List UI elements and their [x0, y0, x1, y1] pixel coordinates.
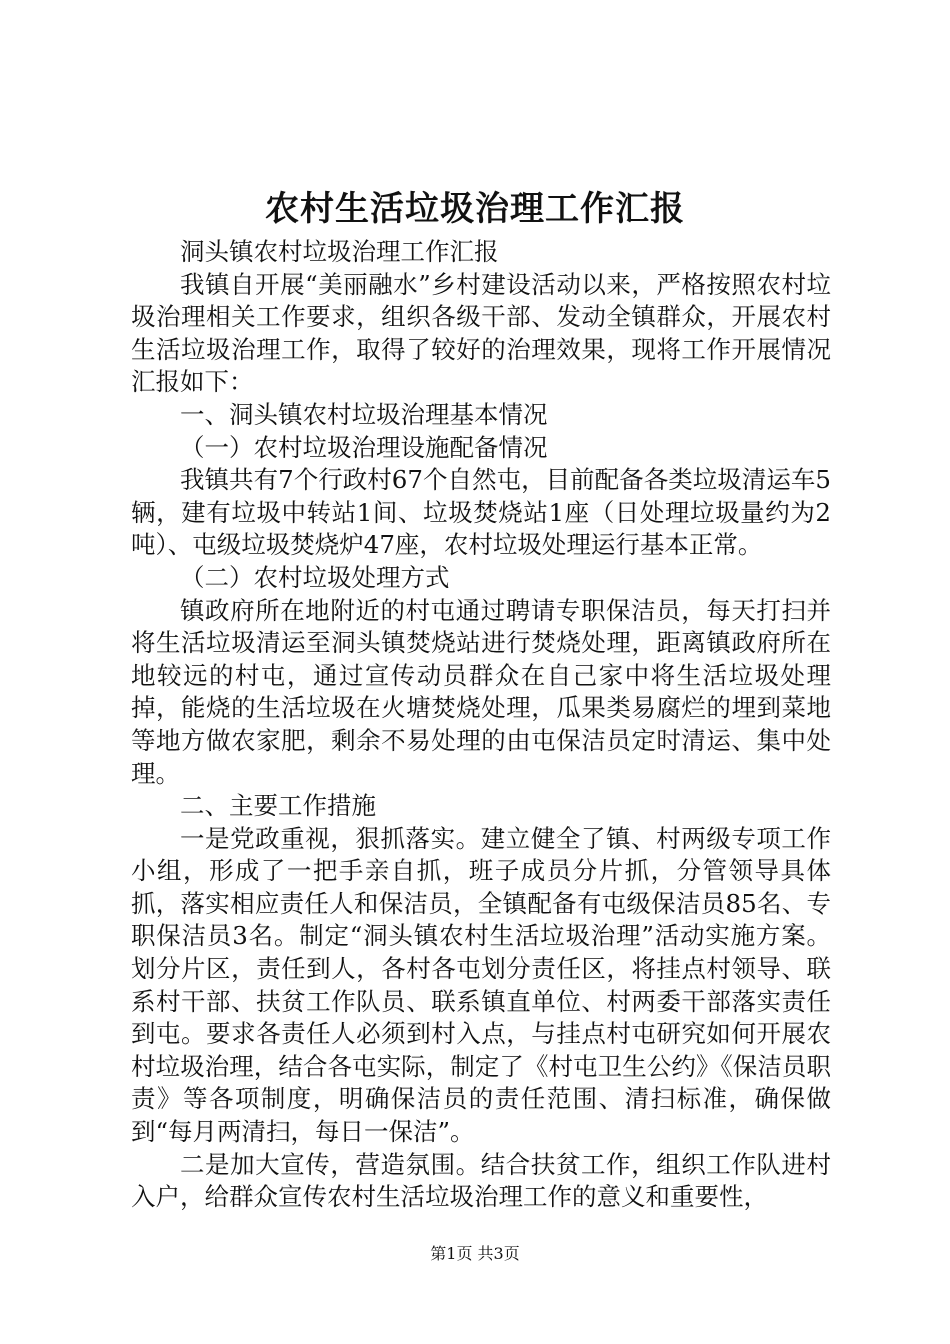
paragraph-measure-1: 一是党政重视，狠抓落实。建立健全了镇、村两级专项工作小组，形成了一把手亲自抓，班子成员分片抓，分管领导具体抓，落实相应责任人和保洁员，全镇配备有屯级保洁员85名、专职保洁员3名。制定“洞头镇农村生活垃圾治理”活动实施方案。划分片区，责任到人，各村各屯划分责任区，将挂点村领导、联系村干部、扶贫工作队员、联系镇直单位、村两委干部落实责任到屯。要求各责任人必须到村入点，与挂点村屯研究如何开展农村垃圾治理，结合各屯实际，制定了《村屯卫生公约》《保洁员职责》等各项制度，明确保洁员的责任范围、清扫标准，确保做到“每月两清扫，每日一保洁”。 — [131, 823, 831, 1147]
paragraph-facilities: 我镇共有7个行政村67个自然屯，目前配备各类垃圾清运车5辆，建有垃圾中转站1间、垃圾焚烧站1座（日处理垃圾量约为2吨）、屯级垃圾焚烧炉47座，农村垃圾处理运行基本正常。 — [131, 465, 831, 560]
page-number-footer: 第1页 共3页 — [430, 1244, 520, 1263]
subsection-heading-2: （二）农村垃圾处理方式 — [180, 562, 450, 592]
paragraph-intro: 我镇自开展“美丽融水”乡村建设活动以来，严格按照农村垃圾治理相关工作要求，组织各级干部、发动全镇群众，开展农村生活垃圾治理工作，取得了较好的治理效果，现将工作开展情况汇报如下： — [131, 269, 831, 397]
section-heading-2: 二、主要工作措施 — [180, 791, 376, 821]
paragraph-measure-2: 二是加大宣传，营造氛围。结合扶贫工作，组织工作队进村入户，给群众宣传农村生活垃圾治理工作的意义和重要性， — [131, 1149, 831, 1212]
document-body — [131, 236, 831, 1214]
paragraph-methods: 镇政府所在地附近的村屯通过聘请专职保洁员，每天打扫并将生活垃圾清运至洞头镇焚烧站进行焚烧处理，距离镇政府所在地较远的村屯，通过宣传动员群众在自己家中将生活垃圾处理掉，能烧的生活垃圾在火塘焚烧处理，瓜果类易腐烂的埋到菜地等地方做农家肥，剩余不易处理的由屯保洁员定时清运、集中处理。 — [131, 595, 831, 788]
section-heading-1: 一、洞头镇农村垃圾治理基本情况 — [180, 399, 548, 429]
paragraph-subtitle: 洞头镇农村垃圾治理工作汇报 — [180, 237, 499, 266]
document-title: 农村生活垃圾治理工作汇报 — [265, 189, 685, 229]
subsection-heading-1: （一）农村垃圾治理设施配备情况 — [180, 432, 548, 462]
